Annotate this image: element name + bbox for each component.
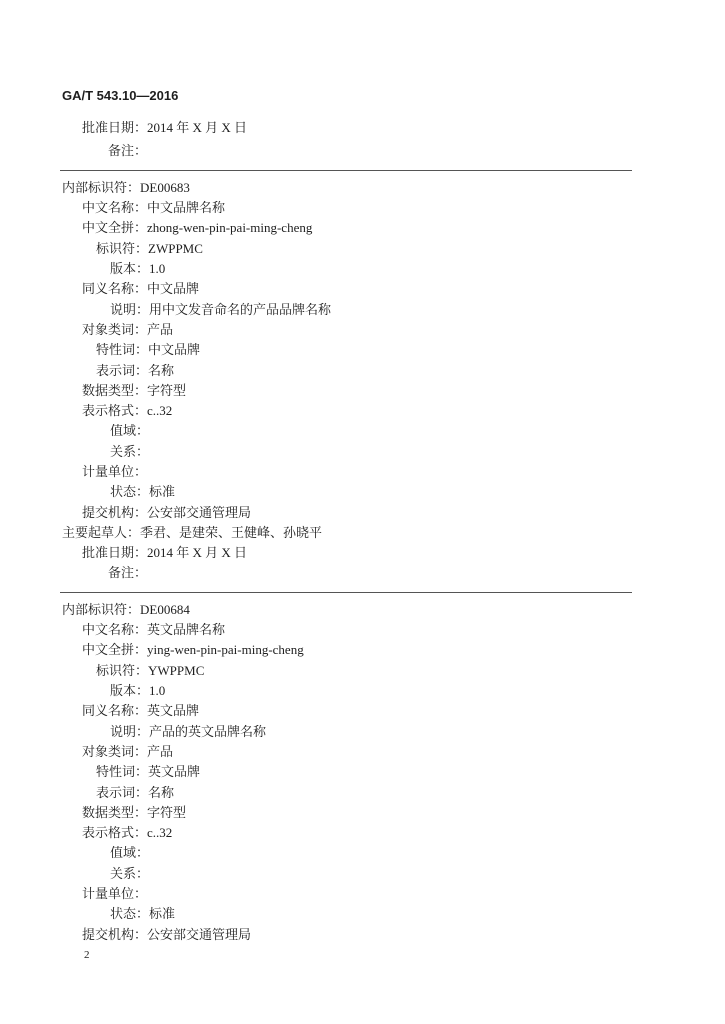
field-label: 说明： xyxy=(110,301,150,317)
field-value: c..32 xyxy=(147,825,173,841)
field-data-type xyxy=(0,803,725,823)
field-label: 提交机构： xyxy=(82,926,148,942)
field-label: 特性词： xyxy=(96,342,149,358)
field-label: 数据类型： xyxy=(82,382,148,398)
field-value: 标准 xyxy=(149,906,176,922)
data-element-entry xyxy=(0,178,725,584)
field-internal-id xyxy=(0,178,725,198)
field-representation-format xyxy=(0,823,725,843)
field-value: 2014 年 X 月 X 日 xyxy=(147,120,248,135)
field-value: ZWPPMC xyxy=(148,240,203,256)
field-value: DE00684 xyxy=(140,601,190,617)
field-label: 标识符： xyxy=(96,240,149,256)
field-label: 版本： xyxy=(110,683,150,699)
field-value: 用中文发音命名的产品品牌名称 xyxy=(149,301,332,317)
field-representation-term xyxy=(0,361,725,381)
field-unit-of-measure xyxy=(0,884,725,904)
field-label: 备注： xyxy=(108,143,148,158)
field-value: 公安部交通管理局 xyxy=(147,926,252,942)
field-label: 表示格式： xyxy=(82,825,148,841)
field-value: 公安部交通管理局 xyxy=(147,504,252,520)
field-label: 同义名称： xyxy=(82,281,148,297)
field-data-type xyxy=(0,381,725,401)
field-label: 内部标识符： xyxy=(62,179,141,195)
data-element-entry xyxy=(0,600,725,945)
field-label: 对象类词： xyxy=(82,321,148,337)
field-value: 1.0 xyxy=(149,683,166,699)
field-label: 中文名称： xyxy=(82,200,148,216)
page-number: 2 xyxy=(84,949,90,961)
field-label: 数据类型： xyxy=(82,804,148,820)
field-value: 产品的英文品牌名称 xyxy=(149,723,267,739)
field-chinese-name xyxy=(0,198,725,218)
field-synonym xyxy=(0,279,725,299)
field-version xyxy=(0,681,725,701)
field-status xyxy=(0,904,725,924)
field-approval-date xyxy=(0,118,247,138)
field-property-term xyxy=(0,340,725,360)
field-value-domain xyxy=(0,421,725,441)
field-label: 标识符： xyxy=(96,662,149,678)
standard-code-header: GA/T 543.10—2016 xyxy=(62,88,179,103)
field-label: 状态： xyxy=(110,484,150,500)
field-value: 2014 年 X 月 X 日 xyxy=(147,545,248,561)
field-status xyxy=(0,482,725,502)
field-label: 主要起草人： xyxy=(62,524,141,540)
field-approval-date xyxy=(0,543,725,563)
field-value: 英文品牌 xyxy=(148,764,201,780)
field-label: 批准日期： xyxy=(82,120,148,135)
field-object-class-term xyxy=(0,320,725,340)
field-synonym xyxy=(0,701,725,721)
field-value: 中文品牌名称 xyxy=(147,200,226,216)
field-label: 对象类词： xyxy=(82,743,148,759)
field-label: 中文全拼： xyxy=(82,220,148,236)
field-label: 特性词： xyxy=(96,764,149,780)
field-unit-of-measure xyxy=(0,462,725,482)
field-internal-id xyxy=(0,600,725,620)
field-value: zhong-wen-pin-pai-ming-cheng xyxy=(147,220,313,236)
entry-separator-rule xyxy=(60,592,632,593)
field-property-term xyxy=(0,762,725,782)
field-label: 状态： xyxy=(110,906,150,922)
field-label: 中文全拼： xyxy=(82,642,148,658)
field-label: 值域： xyxy=(110,845,150,861)
field-value: 中文品牌 xyxy=(147,281,200,297)
field-relationship xyxy=(0,442,725,462)
field-submitting-organization xyxy=(0,503,725,523)
field-value: DE00683 xyxy=(140,179,190,195)
field-label: 计量单位： xyxy=(82,886,148,901)
field-version xyxy=(0,259,725,279)
field-value: ying-wen-pin-pai-ming-cheng xyxy=(147,642,304,658)
field-label: 表示词： xyxy=(96,362,149,378)
field-value: 中文品牌 xyxy=(148,342,201,358)
field-label: 说明： xyxy=(110,723,150,739)
field-label: 同义名称： xyxy=(82,703,148,719)
field-label: 内部标识符： xyxy=(62,601,141,617)
field-label: 表示格式： xyxy=(82,403,148,419)
field-remarks xyxy=(0,563,725,583)
field-value: 字符型 xyxy=(147,382,187,398)
field-label: 版本： xyxy=(110,261,150,277)
field-label: 表示词： xyxy=(96,784,149,800)
field-relationship xyxy=(0,864,725,884)
field-value: 标准 xyxy=(149,484,176,500)
field-value: 产品 xyxy=(147,321,174,337)
field-value: c..32 xyxy=(147,403,173,419)
field-chinese-name xyxy=(0,620,725,640)
field-value-domain xyxy=(0,843,725,863)
field-object-class-term xyxy=(0,742,725,762)
field-label: 关系： xyxy=(110,443,150,459)
field-value: 英文品牌 xyxy=(147,703,200,719)
field-remarks xyxy=(0,141,147,161)
field-submitting-organization xyxy=(0,925,725,945)
field-label: 计量单位： xyxy=(82,464,148,479)
field-value: 名称 xyxy=(148,362,175,378)
field-representation-term xyxy=(0,783,725,803)
field-label: 批准日期： xyxy=(82,545,148,561)
field-value: 季君、是建荣、王健峰、孙晓平 xyxy=(140,524,323,540)
field-chinese-pinyin xyxy=(0,218,725,238)
field-label: 备注： xyxy=(108,565,148,581)
entry-separator-rule xyxy=(60,170,632,171)
field-value: 名称 xyxy=(148,784,175,800)
field-value: YWPPMC xyxy=(148,662,205,678)
field-identifier xyxy=(0,239,725,259)
field-identifier xyxy=(0,661,725,681)
field-label: 提交机构： xyxy=(82,504,148,520)
field-label: 值域： xyxy=(110,423,150,439)
field-value: 1.0 xyxy=(149,261,166,277)
field-main-drafters xyxy=(0,523,725,543)
field-label: 中文名称： xyxy=(82,622,148,638)
field-description xyxy=(0,300,725,320)
field-label: 关系： xyxy=(110,865,150,881)
field-value: 产品 xyxy=(147,743,174,759)
field-description xyxy=(0,722,725,742)
field-chinese-pinyin xyxy=(0,640,725,660)
field-value: 英文品牌名称 xyxy=(147,622,226,638)
field-representation-format xyxy=(0,401,725,421)
field-value: 字符型 xyxy=(147,804,187,820)
